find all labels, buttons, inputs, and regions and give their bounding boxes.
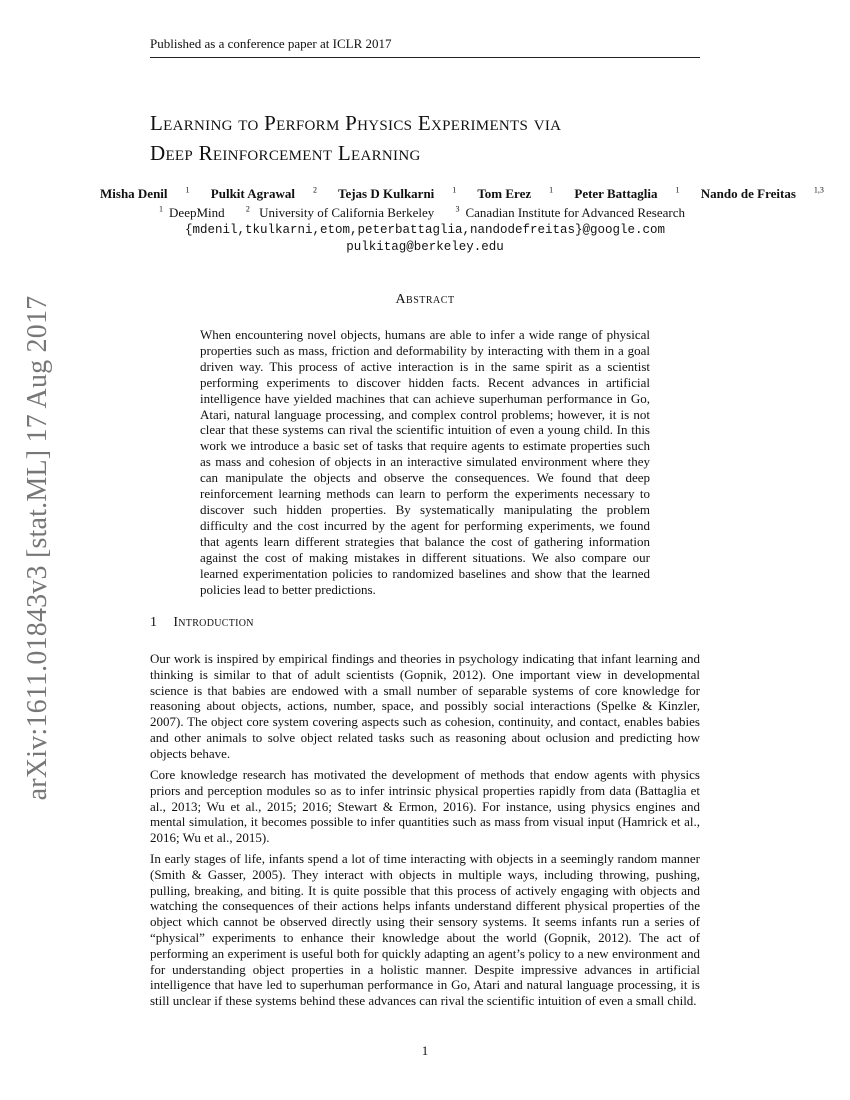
affiliation-list [110, 205, 740, 221]
author-name: Misha Denil [100, 186, 168, 202]
author [338, 186, 456, 201]
page-number: 1 [421, 1043, 429, 1058]
body-paragraph: Our work is inspired by empirical findings and theories in psychology indicating that infant learning and thinking is similar to that of adult scientists (Gopnik, 2012). One important view in developmental science is that babies are endowed with a small number of separable systems of core knowledge for reasoning about objects, actions, number, space, and possibly social interactions (Spelke & Kinzler, 2007). The object core system covering aspects such as cohesion, continuity, and contact, enables babies and other animals to solve object related tasks such as reasoning about oclusion and predicting how objects behave. [150, 651, 700, 761]
body-paragraph: In early stages of life, infants spend a lot of time interacting with objects in a seemingly random manner (Smith & Gasser, 2005). They interact with objects in multiple ways, including throwing, pushing, pulling, breaking, and biting. It is quite possible that this process of actively engaging with objects and watching the consequences of their actions helps infants understand different physical properties of the object which cannot be observed directly using their sensory systems. It seems infants run a series of “physical” experiments to enhance their knowledge about the world (Gopnik, 2012). The act of performing an experiment is useful both for quickly adapting an agent’s policy to a new environment and for understanding object properties in a holistic manner. Despite impressive advances in artificial intelligence that have led to superhuman performance in Go, Atari and natural language processing, it is still unclear if these systems behind these advances can rival the scientific intuition of even a small child. [150, 851, 700, 1009]
body-paragraph: Core knowledge research has motivated the development of methods that endow agents with physics priors and perception modules so as to infer intrinsic physical properties rapidly from data (Battaglia et al., 2013; Wu et al., 2015; 2016; Stewart & Ermon, 2016). For instance, using physics engines and mental simulation, it becomes possible to infer quantities such as mass from visual input (Hamrick et al., 2016; Wu et al., 2015). [150, 767, 700, 846]
affiliation: $^2$ University of California Berkeley [245, 205, 435, 221]
paper-title [150, 108, 730, 168]
author-name: Nando de Freitas [700, 186, 796, 202]
author-list [100, 186, 824, 202]
conference-header: Published as a conference paper at ICLR 2017 [150, 36, 700, 58]
author-affiliation-mark: 1 [185, 186, 190, 195]
affiliation: $^1$ DeepMind [159, 205, 225, 221]
section-title: Introduction [173, 615, 254, 630]
affiliation: $^3$ Canadian Institute for Advanced Research [455, 205, 685, 221]
section-heading [150, 615, 254, 631]
section-number: 1 [150, 615, 158, 630]
author-emails-line-1: {mdenil,tkulkarni,etom,peterbattaglia,nandodefreitas}@google.com [184, 223, 666, 237]
title-line-1: Learning to Perform Physics Experiments via [150, 111, 562, 135]
author [100, 186, 190, 201]
author-emails-line-2: pulkitag@berkeley.edu [346, 240, 504, 254]
author-affiliation-mark: 2 [312, 186, 317, 195]
arxiv-identifier-stamp: arXiv:1611.01843v3 [stat.ML] 17 Aug 2017 [22, 295, 53, 801]
author-name: Peter Battaglia [574, 186, 658, 202]
author-affiliation-mark: 1 [675, 186, 680, 195]
author [574, 186, 679, 201]
author-affiliation-mark: 1 [452, 186, 457, 195]
author-affiliation-mark: 1 [549, 186, 554, 195]
abstract-text: When encountering novel objects, humans are able to infer a wide range of physical properties such as mass, friction and deformability by interacting with them in a goal driven way. This process of active interaction is in the same spirit as a scientist performing experiments to discover hidden facts. Recent advances in artificial intelligence have yielded machines that can achieve superhuman performance in Go, Atari, natural language processing, and complex control problems; however, it is not clear that these systems can rival the scientific intuition of even a young child. In this work we introduce a basic set of tasks that require agents to estimate properties such as mass and cohesion of objects in an interactive simulated environment where they can manipulate the objects and observe the consequences. We found that deep reinforcement learning methods can learn to perform the experiments necessary to discover such hidden properties. By systematically manipulating the problem difficulty and the cost incurred by the agent for performing experiments, we found that agents learn different strategies that balance the cost of gathering information against the cost of making mistakes in different situations. We also compare our learned experimentation policies to randomized baselines and show that the learned policies lead to better predictions. [200, 327, 650, 597]
author-name: Tejas D Kulkarni [337, 186, 435, 202]
author-name: Tom Erez [477, 186, 532, 202]
abstract-heading: Abstract [395, 292, 455, 307]
author-affiliation-mark: 1,3 [813, 186, 824, 195]
title-line-2: Deep Reinforcement Learning [150, 141, 421, 165]
author [477, 186, 553, 201]
author [211, 186, 317, 201]
author-name: Pulkit Agrawal [210, 186, 295, 202]
author [701, 186, 824, 201]
